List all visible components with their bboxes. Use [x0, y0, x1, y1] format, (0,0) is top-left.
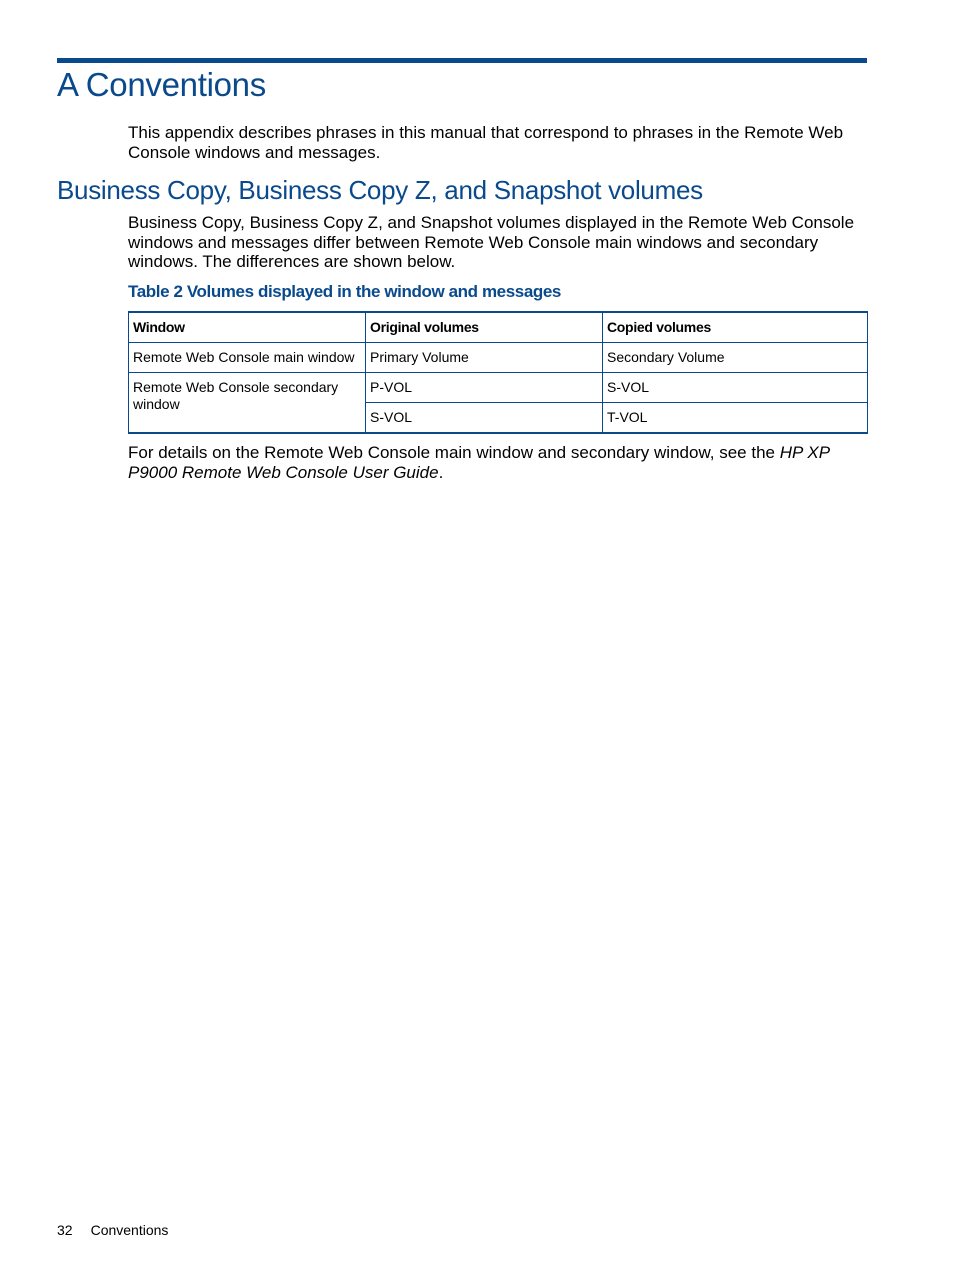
table-cell-original: Primary Volume — [366, 343, 603, 373]
table-cell-copied: S-VOL — [603, 373, 868, 403]
closing-end: . — [438, 462, 444, 482]
table-row — [129, 343, 868, 373]
chapter-title: A Conventions — [57, 66, 266, 103]
closing-text: For details on the Remote Web Console main window and secondary window, see the — [128, 443, 780, 462]
table-cell-window: Remote Web Console main window — [129, 343, 366, 373]
page-number: 32 — [57, 1222, 73, 1238]
table-cell-original: P-VOL — [366, 373, 603, 403]
table-cell-original: S-VOL — [366, 403, 603, 434]
table-header-original: Original volumes — [366, 312, 603, 343]
section-body-paragraph: Business Copy, Business Copy Z, and Snapshot volumes displayed in the Remote Web Console windows and messages differ between Remote Web Console main windows and secondary windows. The differences are shown below. — [128, 213, 855, 271]
table-header-window: Window — [129, 312, 366, 343]
table-cell-copied: T-VOL — [603, 403, 868, 434]
table-header-row — [129, 312, 868, 343]
table-cell-copied: Secondary Volume — [603, 343, 868, 373]
table-caption: Table 2 Volumes displayed in the window and messages — [128, 282, 561, 301]
table-cell-window: Remote Web Console secondary window — [129, 373, 366, 434]
chapter-top-rule — [57, 58, 867, 63]
page-footer — [57, 1222, 168, 1238]
table-row — [129, 373, 868, 403]
footer-chapter-name: Conventions — [90, 1222, 169, 1238]
closing-paragraph — [128, 443, 858, 482]
section-title: Business Copy, Business Copy Z, and Snapshot volumes — [57, 175, 703, 205]
table-header-copied: Copied volumes — [603, 312, 868, 343]
volumes-table — [128, 311, 868, 434]
chapter-intro-paragraph: This appendix describes phrases in this manual that correspond to phrases in the Remote Web Console windows and messages. — [128, 123, 844, 162]
guide-title: HP XP P9000 Remote Web Console User Guide — [128, 443, 830, 482]
